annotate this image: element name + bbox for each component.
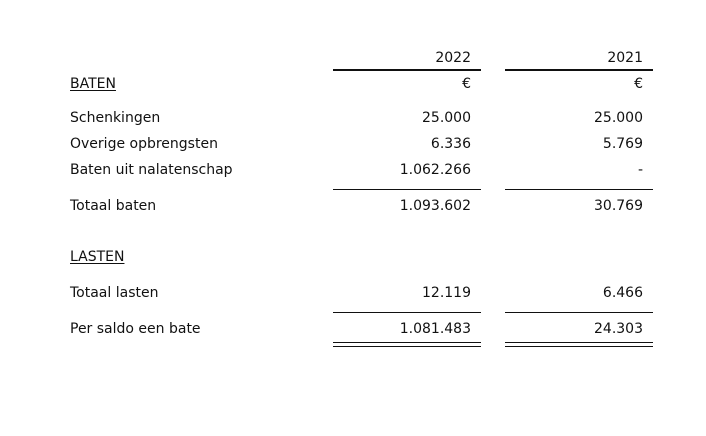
currency-2021: € <box>634 76 643 92</box>
value-nalatenschap-2021: - <box>637 162 643 178</box>
value-totaal-baten-2021: 30.769 <box>594 198 643 214</box>
row-label-schenkingen: Schenkingen <box>70 110 161 126</box>
header-rule-2021 <box>505 69 653 71</box>
value-schenkingen-2021: 25.000 <box>594 110 643 126</box>
row-label-saldo: Per saldo een bate <box>70 321 201 337</box>
value-schenkingen-2022: 25.000 <box>422 110 471 126</box>
value-saldo-2022: 1.081.483 <box>399 321 471 337</box>
double-rule-top-2021 <box>505 342 653 343</box>
double-rule-bottom-2021 <box>505 346 653 347</box>
double-rule-top-2022 <box>333 342 481 343</box>
saldo-rule-2021 <box>505 312 653 313</box>
double-rule-bottom-2022 <box>333 346 481 347</box>
value-nalatenschap-2022: 1.062.266 <box>399 162 471 178</box>
currency-2022: € <box>462 76 471 92</box>
row-label-nalatenschap: Baten uit nalatenschap <box>70 162 233 178</box>
row-label-totaal-lasten: Totaal lasten <box>70 285 159 301</box>
value-overige-opbrengsten-2021: 5.769 <box>602 136 643 152</box>
value-totaal-lasten-2022: 12.119 <box>422 285 471 301</box>
value-totaal-baten-2022: 1.093.602 <box>399 198 471 214</box>
saldo-rule-2022 <box>333 312 481 313</box>
value-saldo-2021: 24.303 <box>594 321 643 337</box>
header-rule-2022 <box>333 69 481 71</box>
value-overige-opbrengsten-2022: 6.336 <box>430 136 471 152</box>
row-label-overige-opbrengsten: Overige opbrengsten <box>70 136 218 152</box>
subtotal-rule-2022 <box>333 189 481 190</box>
lasten-heading: LASTEN <box>70 249 125 265</box>
row-label-totaal-baten: Totaal baten <box>70 198 157 214</box>
baten-heading: BATEN <box>70 76 116 92</box>
year-2022-header: 2022 <box>435 50 471 66</box>
subtotal-rule-2021 <box>505 189 653 190</box>
value-totaal-lasten-2021: 6.466 <box>602 285 643 301</box>
year-2021-header: 2021 <box>607 50 643 66</box>
